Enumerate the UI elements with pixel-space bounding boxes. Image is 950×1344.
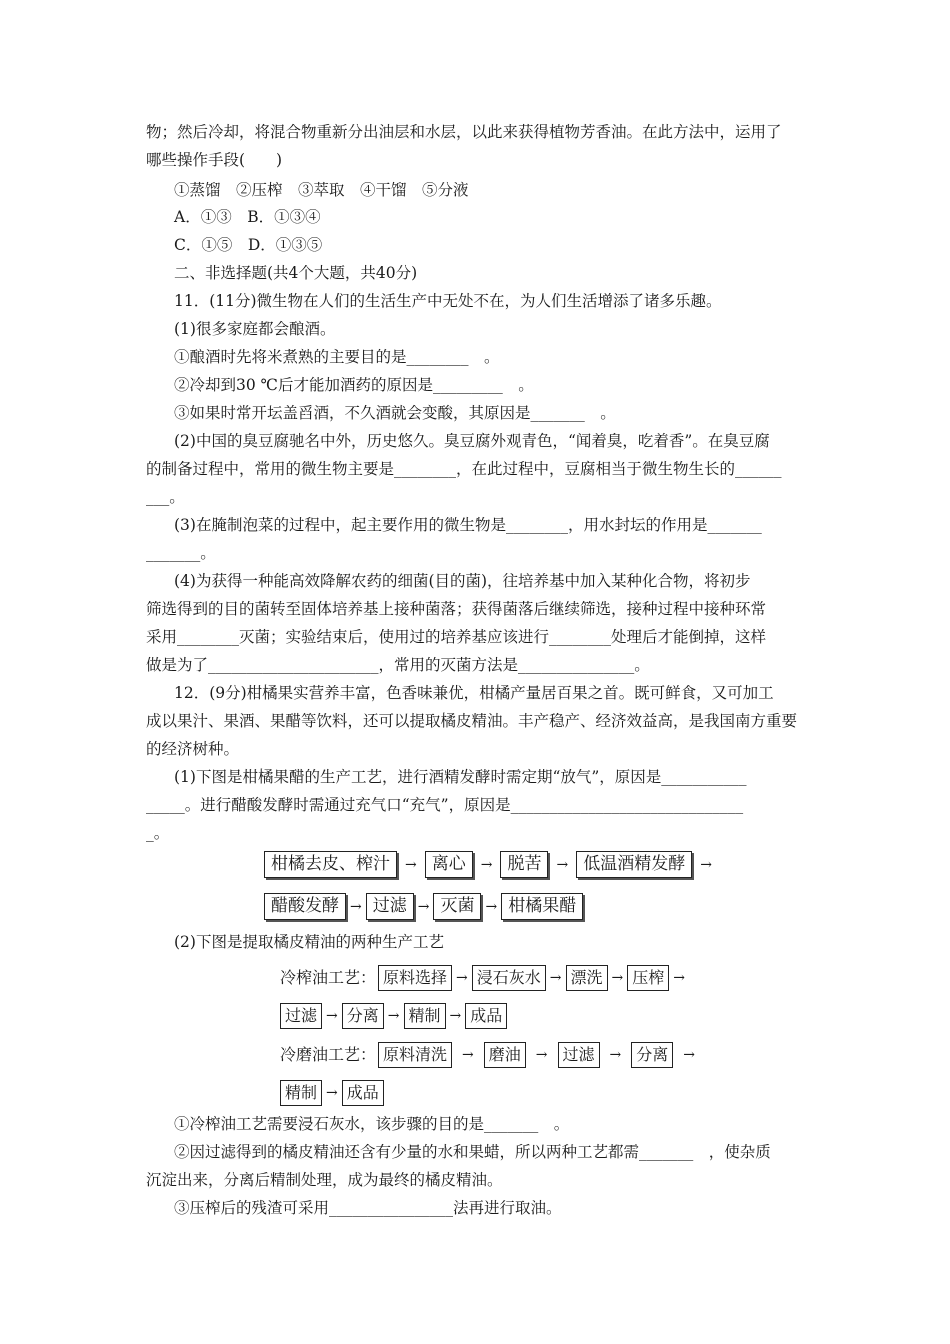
text-line: 沉淀出来，分离后精制处理，成为最终的橘皮精油。 — [146, 1171, 503, 1189]
vinegar-flow-row-2 — [264, 893, 583, 920]
arrow-right-icon: → — [456, 970, 468, 986]
options-line: ①蒸馏 ②压榨 ③萃取 ④干馏 ⑤分液 — [174, 181, 469, 199]
text-line: ___。 — [146, 488, 185, 506]
text-line: (3)在腌制泡菜的过程中，起主要作用的微生物是________，用水封坛的作用是_______ — [174, 516, 762, 534]
flow-step-box: 醋酸发酵 — [264, 893, 346, 920]
arrow-right-icon: → — [326, 1008, 338, 1024]
flow-step-box: 灭菌 — [433, 893, 481, 920]
vinegar-flow-row-1 — [264, 851, 720, 878]
text-line: (4)为获得一种能高效降解农药的细菌(目的菌)，往培养基中加入某种化合物，将初步 — [174, 572, 751, 590]
text-line: ②冷却到30 ℃后才能加酒药的原因是_________ 。 — [174, 376, 534, 394]
choice-line: A．①③ B．①③④ — [174, 208, 321, 226]
arrow-right-icon: → — [326, 1085, 338, 1101]
flow-step-box: 过滤 — [280, 1003, 322, 1029]
arrow-right-icon: → — [611, 970, 624, 986]
arrow-right-icon: → — [535, 1047, 548, 1063]
arrow-right-icon: → — [700, 856, 712, 873]
text-line: ②因过滤得到的橘皮精油还含有少量的水和果蜡，所以两种工艺都需_______ ，使杂质 — [174, 1143, 771, 1161]
arrow-right-icon: → — [556, 856, 569, 873]
section-heading: 二、非选择题(共4个大题，共40分) — [174, 264, 418, 282]
text-line: (1)很多家庭都会酿酒。 — [174, 320, 336, 338]
flow-step-box: 精制 — [280, 1080, 322, 1106]
arrow-right-icon: → — [462, 1047, 474, 1063]
text-line: 的经济树种。 — [146, 740, 240, 758]
arrow-right-icon: → — [673, 970, 686, 986]
flow-step-box: 压榨 — [627, 965, 669, 991]
arrow-right-icon: → — [387, 1008, 400, 1024]
flow-step-box: 成品 — [342, 1080, 384, 1106]
cold-grind-flow-row-1 — [280, 1042, 705, 1068]
text-line: 做是为了______________________，常用的灭菌方法是_______________。 — [146, 656, 650, 674]
text-line: (1)下图是柑橘果醋的生产工艺，进行酒精发酵时需定期“放气”，原因是___________ — [174, 768, 747, 786]
arrow-right-icon: → — [549, 970, 562, 986]
arrow-right-icon: → — [449, 1008, 462, 1024]
flow-step-box: 柑橘果醋 — [501, 893, 583, 920]
choice-line: C．①⑤ D．①③⑤ — [174, 236, 323, 254]
arrow-right-icon: → — [350, 898, 362, 915]
text-line: ③压榨后的残渣可采用________________法再进行取油。 — [174, 1199, 562, 1217]
arrow-right-icon: → — [485, 898, 498, 915]
text-line: _。 — [146, 824, 170, 842]
flow-step-box: 离心 — [425, 851, 473, 878]
text-line: ③如果时常开坛盖舀酒，不久酒就会变酸，其原因是_______ 。 — [174, 404, 616, 422]
cold-press-flow-row-2 — [280, 1003, 507, 1029]
text-line: 物；然后冷却，将混合物重新分出油层和水层，以此来获得植物芳香油。在此方法中，运用了 — [146, 123, 782, 141]
flow-step-box: 分离 — [342, 1003, 384, 1029]
flow-step-box: 脱苦 — [500, 851, 548, 878]
text-line: ①冷榨油工艺需要浸石灰水，该步骤的目的是_______ 。 — [174, 1115, 570, 1133]
arrow-right-icon: → — [417, 898, 430, 915]
text-line: (2)中国的臭豆腐驰名中外，历史悠久。臭豆腐外观青色，“闻着臭，吃着香”。在臭豆腐 — [174, 432, 770, 450]
flow-step-box: 漂洗 — [566, 965, 608, 991]
flow-step-box: 浸石灰水 — [472, 965, 546, 991]
arrow-right-icon: → — [683, 1047, 696, 1063]
flow-step-box: 原料选择 — [378, 965, 452, 991]
flow-step-box: 过滤 — [558, 1042, 600, 1068]
flow-step-box: 过滤 — [366, 893, 414, 920]
text-line: _____。进行醋酸发酵时需通过充气口“充气”，原因是______________________________ — [146, 796, 744, 814]
arrow-right-icon: → — [609, 1047, 622, 1063]
cold-press-label: 冷榨油工艺： — [280, 968, 377, 987]
text-line: 的制备过程中，常用的微生物主要是________，在此过程中，豆腐相当于微生物生长的______ — [146, 460, 782, 478]
cold-press-flow-row-1 — [280, 965, 689, 991]
flow-step-box: 柑橘去皮、榨汁 — [264, 851, 397, 878]
flow-step-box: 成品 — [465, 1003, 507, 1029]
arrow-right-icon: → — [480, 856, 493, 873]
cold-grind-flow-row-2 — [280, 1080, 384, 1106]
text-line: 哪些操作手段( ) — [146, 151, 283, 169]
text-line: 筛选得到的目的菌转至固体培养基上接种菌落；获得菌落后继续筛选，接种过程中接种环常 — [146, 600, 767, 618]
question-12-stem: 12．(9分)柑橘果实营养丰富，色香味兼优，柑橘产量居百果之首。既可鲜食，又可加工 — [174, 684, 774, 702]
text-line: ①酿酒时先将米煮熟的主要目的是________ 。 — [174, 348, 500, 366]
cold-grind-label: 冷磨油工艺： — [280, 1045, 377, 1064]
text-line: 成以果汁、果酒、果醋等饮料，还可以提取橘皮精油。丰产稳产、经济效益高，是我国南方重要 — [146, 712, 798, 730]
text-line: _______。 — [146, 544, 216, 562]
flow-step-box: 精制 — [404, 1003, 446, 1029]
flow-step-box: 低温酒精发酵 — [576, 851, 692, 878]
text-line: (2)下图是提取橘皮精油的两种生产工艺 — [174, 933, 444, 951]
question-11-stem: 11．(11分)微生物在人们的生活生产中无处不在，为人们生活增添了诸多乐趣。 — [174, 292, 722, 310]
flow-step-box: 分离 — [631, 1042, 673, 1068]
flow-step-box: 原料清洗 — [378, 1042, 452, 1068]
arrow-right-icon: → — [405, 856, 417, 873]
flow-step-box: 磨油 — [484, 1042, 526, 1068]
text-line: 采用________灭菌；实验结束后，使用过的培养基应该进行________处理后才能倒掉，这样 — [146, 628, 767, 646]
